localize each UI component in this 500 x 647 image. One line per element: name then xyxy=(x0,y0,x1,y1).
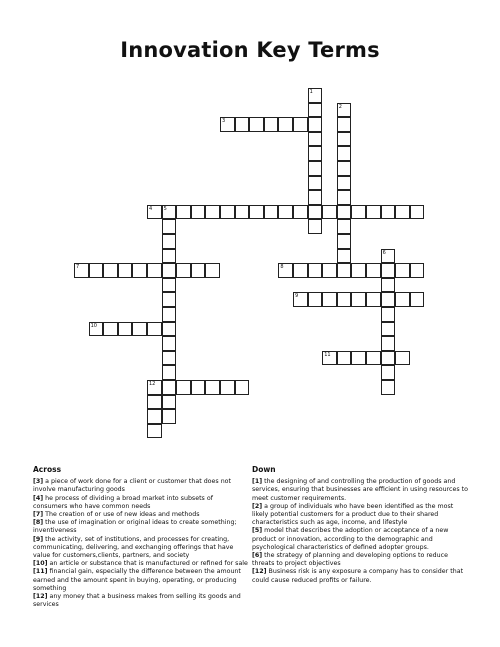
clue-number: [2] xyxy=(252,502,263,510)
page-title: Innovation Key Terms xyxy=(120,38,380,62)
clue-text: a piece of work done for a client or customer that does not involve manufacturing goods xyxy=(33,478,232,494)
grid-cell[interactable] xyxy=(89,263,104,278)
grid-cell[interactable] xyxy=(337,249,352,264)
grid-cell[interactable] xyxy=(366,351,381,366)
grid-cell[interactable] xyxy=(220,117,235,132)
grid-cell[interactable] xyxy=(322,351,337,366)
grid-cell[interactable] xyxy=(176,205,191,220)
grid-cell[interactable] xyxy=(162,263,177,278)
grid-cell[interactable] xyxy=(308,263,323,278)
clue-text: the activity, set of institutions, and processes for creating, communicating, delivering, and exchanging offerings that have value for customers,clients, partners, and society xyxy=(33,535,234,560)
down-clue-list xyxy=(252,478,470,585)
clue-number: [1] xyxy=(252,478,263,486)
clue-number: [4] xyxy=(33,494,44,502)
grid-cell[interactable] xyxy=(381,365,396,380)
grid-cell[interactable] xyxy=(118,263,133,278)
grid-cell[interactable] xyxy=(249,205,264,220)
grid-cell[interactable] xyxy=(162,205,177,220)
grid-cell[interactable] xyxy=(308,88,323,103)
across-clue xyxy=(33,511,248,519)
grid-cell[interactable] xyxy=(162,307,177,322)
grid-cell[interactable] xyxy=(381,278,396,293)
grid-cell[interactable] xyxy=(162,395,177,410)
grid-cell[interactable] xyxy=(337,205,352,220)
across-clue xyxy=(33,519,248,535)
grid-clue-number: 2 xyxy=(338,103,342,110)
clue-text: he process of dividing a broad market into subsets of consumers who have common needs xyxy=(33,494,213,510)
grid-cell[interactable] xyxy=(103,322,118,337)
grid-cell[interactable] xyxy=(147,409,162,424)
grid-cell[interactable] xyxy=(74,263,89,278)
grid-cell[interactable] xyxy=(235,205,250,220)
grid-cell[interactable] xyxy=(308,190,323,205)
grid-cell[interactable] xyxy=(191,263,206,278)
clue-number: [10] xyxy=(33,560,48,568)
down-heading: Down xyxy=(252,465,276,474)
grid-cell[interactable] xyxy=(337,161,352,176)
grid-cell[interactable] xyxy=(176,380,191,395)
grid-clue-number: 10 xyxy=(90,322,97,329)
grid-cell[interactable] xyxy=(132,263,147,278)
clue-number: [9] xyxy=(33,535,44,543)
grid-cell[interactable] xyxy=(162,292,177,307)
clue-text: Business risk is any exposure a company has to consider that could cause reduced profits or failure. xyxy=(252,568,464,584)
grid-cell[interactable] xyxy=(162,219,177,234)
grid-cell[interactable] xyxy=(162,365,177,380)
grid-cell[interactable] xyxy=(205,205,220,220)
grid-clue-number: 3 xyxy=(222,118,226,125)
across-clue xyxy=(33,536,248,561)
grid-cell[interactable] xyxy=(337,351,352,366)
grid-cell[interactable] xyxy=(337,190,352,205)
clue-number: [12] xyxy=(252,568,267,576)
grid-cell[interactable] xyxy=(147,205,162,220)
grid-cell[interactable] xyxy=(351,292,366,307)
grid-cell[interactable] xyxy=(162,249,177,264)
down-clue xyxy=(252,568,470,584)
grid-cell[interactable] xyxy=(395,292,410,307)
grid-clue-number: 6 xyxy=(382,249,386,256)
grid-cell[interactable] xyxy=(293,292,308,307)
grid-cell[interactable] xyxy=(162,351,177,366)
clue-number: [3] xyxy=(33,478,44,486)
grid-cell[interactable] xyxy=(381,263,396,278)
down-clue xyxy=(252,478,470,503)
clue-number: [11] xyxy=(33,568,48,576)
grid-cell[interactable] xyxy=(410,292,425,307)
across-clue xyxy=(33,478,248,494)
grid-cell[interactable] xyxy=(308,292,323,307)
clue-text: financial gain, especially the difference between the amount earned and the amount spent in buying, operating, or producing something xyxy=(33,568,241,592)
clue-number: [5] xyxy=(252,527,263,535)
grid-cell[interactable] xyxy=(410,205,425,220)
clue-number: [12] xyxy=(33,593,48,601)
grid-cell[interactable] xyxy=(337,292,352,307)
grid-clue-number: 12 xyxy=(149,381,156,387)
grid-cell[interactable] xyxy=(308,117,323,132)
grid-cell[interactable] xyxy=(162,409,177,424)
grid-cell[interactable] xyxy=(220,205,235,220)
down-clue xyxy=(252,552,470,568)
across-heading: Across xyxy=(33,465,62,474)
grid-cell[interactable] xyxy=(337,263,352,278)
grid-cell[interactable] xyxy=(351,351,366,366)
grid-cell[interactable] xyxy=(162,234,177,249)
grid-cell[interactable] xyxy=(103,263,118,278)
grid-cell[interactable] xyxy=(337,234,352,249)
grid-cell[interactable] xyxy=(308,132,323,147)
grid-cell[interactable] xyxy=(278,117,293,132)
clue-number: [6] xyxy=(252,552,263,560)
grid-clue-number: 1 xyxy=(309,89,313,95)
clue-text: an article or substance that is manufactured or refined for sale xyxy=(47,560,248,568)
clue-text: model that describes the adoption or acceptance of a new product or innovation, according to the demographic and psychological characteristics of defined adopter groups. xyxy=(252,527,449,551)
grid-cell[interactable] xyxy=(147,322,162,337)
grid-clue-number: 7 xyxy=(76,264,80,271)
grid-cell[interactable] xyxy=(351,205,366,220)
grid-clue-number: 11 xyxy=(324,351,331,358)
grid-cell[interactable] xyxy=(381,292,396,307)
grid-cell[interactable] xyxy=(205,263,220,278)
grid-cell[interactable] xyxy=(308,219,323,234)
grid-cell[interactable] xyxy=(381,351,396,366)
grid-cell[interactable] xyxy=(264,205,279,220)
grid-clue-number: 5 xyxy=(163,205,167,212)
grid-cell[interactable] xyxy=(322,292,337,307)
clue-number: [7] xyxy=(33,511,44,519)
grid-cell[interactable] xyxy=(381,336,396,351)
clue-number: [8] xyxy=(33,519,44,527)
down-clue xyxy=(252,503,470,528)
grid-cell[interactable] xyxy=(147,380,162,395)
across-clue-list xyxy=(33,478,248,609)
grid-cell[interactable] xyxy=(337,132,352,147)
grid-cell[interactable] xyxy=(147,263,162,278)
clue-text: the use of imagination or original ideas to create something; inventiveness xyxy=(33,519,237,535)
down-clue xyxy=(252,527,470,552)
grid-cell[interactable] xyxy=(395,351,410,366)
grid-cell[interactable] xyxy=(381,322,396,337)
grid-cell[interactable] xyxy=(176,263,191,278)
grid-cell[interactable] xyxy=(395,263,410,278)
grid-cell[interactable] xyxy=(147,395,162,410)
grid-cell[interactable] xyxy=(322,263,337,278)
grid-cell[interactable] xyxy=(191,380,206,395)
clue-text: The creation of or use of new ideas and methods xyxy=(43,511,200,519)
grid-cell[interactable] xyxy=(381,249,396,264)
grid-cell[interactable] xyxy=(278,205,293,220)
grid-cell[interactable] xyxy=(322,205,337,220)
grid-cell[interactable] xyxy=(220,380,235,395)
grid-cell[interactable] xyxy=(381,205,396,220)
grid-cell[interactable] xyxy=(366,292,381,307)
grid-cell[interactable] xyxy=(205,380,220,395)
grid-cell[interactable] xyxy=(366,263,381,278)
grid-clue-number: 4 xyxy=(149,205,153,212)
grid-cell[interactable] xyxy=(381,380,396,395)
grid-cell[interactable] xyxy=(162,322,177,337)
grid-cell[interactable] xyxy=(118,322,133,337)
grid-cell[interactable] xyxy=(162,336,177,351)
across-clue xyxy=(33,593,248,609)
grid-cell[interactable] xyxy=(337,146,352,161)
grid-cell[interactable] xyxy=(147,424,162,439)
grid-cell[interactable] xyxy=(162,380,177,395)
grid-cell[interactable] xyxy=(337,117,352,132)
grid-cell[interactable] xyxy=(308,161,323,176)
grid-cell[interactable] xyxy=(293,263,308,278)
grid-cell[interactable] xyxy=(308,103,323,118)
grid-cell[interactable] xyxy=(308,205,323,220)
grid-cell[interactable] xyxy=(162,278,177,293)
clue-text: the strategy of planning and developing options to reduce threats to project objectives xyxy=(252,552,448,568)
across-clue xyxy=(33,495,248,511)
grid-cell[interactable] xyxy=(264,117,279,132)
across-clue xyxy=(33,568,248,593)
grid-cell[interactable] xyxy=(337,176,352,191)
grid-cell[interactable] xyxy=(410,263,425,278)
grid-cell[interactable] xyxy=(191,205,206,220)
grid-cell[interactable] xyxy=(337,103,352,118)
clue-text: the designing of and controlling the production of goods and services, ensuring that businesses are efficient in using resources to meet customer requirements. xyxy=(252,478,468,502)
grid-cell[interactable] xyxy=(351,263,366,278)
grid-cell[interactable] xyxy=(89,322,104,337)
grid-cell[interactable] xyxy=(337,219,352,234)
across-clue xyxy=(33,560,248,568)
grid-cell[interactable] xyxy=(308,146,323,161)
grid-cell[interactable] xyxy=(293,117,308,132)
grid-cell[interactable] xyxy=(132,322,147,337)
grid-cell[interactable] xyxy=(278,263,293,278)
grid-clue-number: 9 xyxy=(295,293,299,300)
grid-cell[interactable] xyxy=(395,205,410,220)
grid-cell[interactable] xyxy=(249,117,264,132)
grid-cell[interactable] xyxy=(293,205,308,220)
grid-cell[interactable] xyxy=(381,307,396,322)
clue-text: any money that a business makes from selling its goods and services xyxy=(33,593,241,609)
grid-clue-number: 8 xyxy=(280,264,284,271)
grid-cell[interactable] xyxy=(235,117,250,132)
clue-text: a group of individuals who have been identified as the most likely potential customers for a product due to their shared characteristics such as age, income, and lifestyle xyxy=(252,502,454,527)
grid-cell[interactable] xyxy=(235,380,250,395)
grid-cell[interactable] xyxy=(366,205,381,220)
down-clues xyxy=(252,466,470,585)
grid-cell[interactable] xyxy=(308,176,323,191)
across-clues xyxy=(33,466,248,609)
